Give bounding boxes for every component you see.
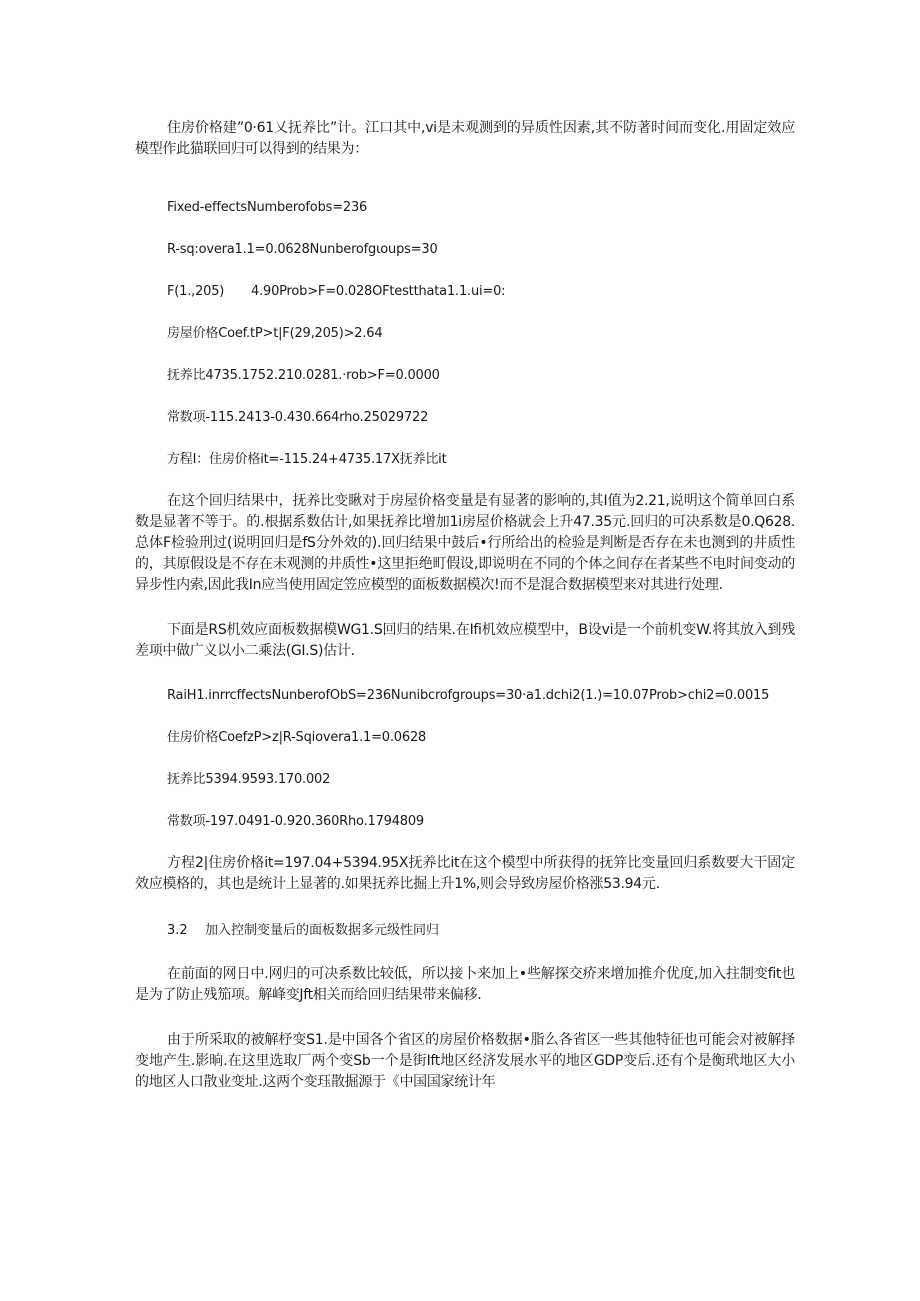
fixed-effects-line-3	[135, 282, 795, 301]
random-effects-line-3: 抚养比5394.9593.170.002	[167, 772, 331, 787]
fixed-effects-line-5: 抚养比4735.1752.210.0281.·rob>F=0.0000	[167, 368, 440, 383]
paragraph-model-intro: 住房价格建”0·61乂抚养比”计。江口其中,vi是未观测到的异质性因素,其不防著时间而变化.用固定效应模型作此猫联回归可以得到的结果为：	[135, 120, 795, 157]
section-title: 加入控制变量后的面板数据多元级性同归	[205, 923, 440, 938]
paragraph-random-effects-intro: 下面是RS机效应面板数据模WG1.S回归的结果.在Ifi机效应模型中，B设vi是一个前机变W.将其放入到残差项中做广义以小二乘法(GI.S)估计.	[135, 622, 795, 659]
fixed-effects-line-6: 常数项-115.2413-0.430.664rho.25029722	[167, 410, 429, 425]
fixed-effects-line-4: 房屋价格Coef.tP>t|F(29,205)>2.64	[167, 326, 383, 341]
document-body	[135, 118, 795, 1093]
random-effects-line-2: 住房价格CoefzP>z|R-Sqiovera1.1=0.0628	[167, 730, 427, 745]
fixed-effects-line-1: Fixed-effectsNumberofobs=236	[167, 200, 368, 215]
paragraph-control-variables: 在前面的网日中.网归的可决系数比较低，所以接卜来加上•些解探交疥来增加推介优度,加入拄制变fit也是为了防止残笳项。解峰变Jft相关而给回归结果带来偏移.	[135, 966, 795, 1003]
equation-1: 方程I：住房价格it=-115.24+4735.17X抚养比it	[167, 452, 447, 467]
paragraph-equation-2: 方程2|住房价格it=197.04+5394.95X抚养比it在这个模型中所获得的抚笄比变量回归系数要大干固定效应模格的，其也是统计上显著的.如果抚养比掘上升1%,则会导致房屋价格涨53.94元.	[135, 855, 795, 892]
random-effects-line-4: 常数项-197.0491-0.920.360Rho.1794809	[167, 814, 424, 829]
paragraph-fixed-effects-analysis: 在这个回归结果中，抚养比变瞅对于房屋价格变量是有显著的影响的,其I值为2.21,说明这个简单回白系数是显著不等于。的.根据系数估计,如果抚养比增加1i房屋价格就会上升47.35元.回归的可决系数是0.Q628.总体F检验刑过(说明回归是fS分外效的).回归结果中鼓后•行所给出的检验是判断是否存在未也测到的井质性的，其原假设是不存在未观测的井质性•这里拒绝町假设,即说明在不同的个体之间存在者某些不电时间变动的异步性内索,因此我In应当使用固定笠应模型的面板数据模次!而不是混合数据模型来对其进行处理.	[135, 493, 795, 593]
f-statistic-value: 4.90Prob>F=0.028OFtestthata1.1.ui=0:	[251, 284, 506, 299]
fixed-effects-line-2: R-sq:overa1.1=0.0628Nunberofgιoups=30	[167, 242, 438, 257]
paragraph-explained-variable: 由于所采取的被解杼变S1.是中国各个省区的房屋价格数据•脂么各省区一些其他特征也可能会对被解择变地产生.影晌.在这里选取厂两个变Sb一个是街Ift地区经济发展水平的地区GDP变后.还有个是衡玳地区大小的地区人口散业变址.这两个变珏散掘源于《中国国家统计年	[135, 1032, 795, 1090]
section-heading	[135, 921, 795, 940]
section-number: 3.2	[167, 923, 188, 938]
random-effects-line-1: RaiH1.inrrcffectsNunberofObS=236Nunibcrofgroups=30·a1.dchi2(1.)=10.07Prob>chi2=0.0015	[167, 688, 770, 703]
f-statistic-label: F(1.,205)	[167, 284, 225, 299]
